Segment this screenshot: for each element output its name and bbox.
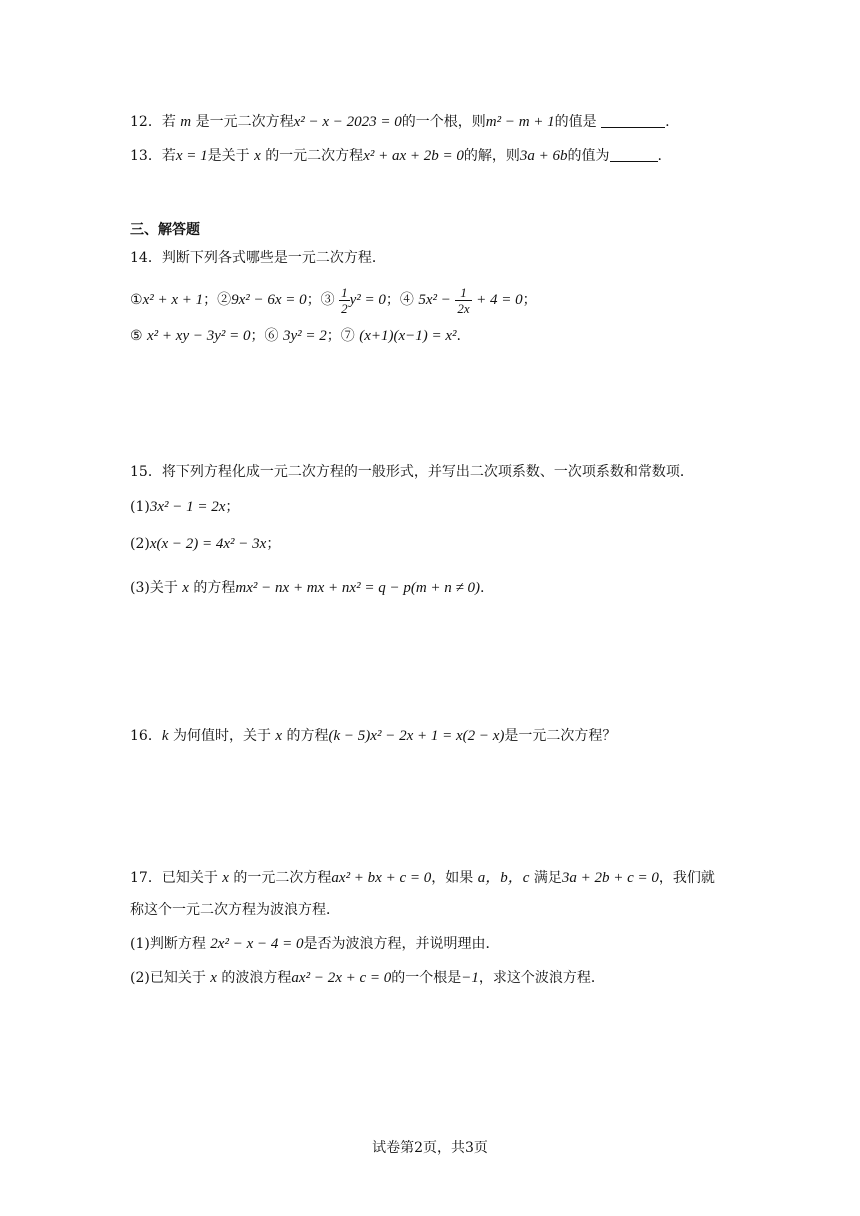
q14-sep-5: ；⑥ (250, 328, 279, 344)
q14-stem: 判断下列各式哪些是一元二次方程． (161, 250, 386, 266)
q14-item-4-denominator: 2x (457, 300, 470, 316)
q13-equation: x² + ax + 2b = 0 (363, 148, 464, 164)
q14-item-3-numerator: 1 (341, 284, 348, 300)
q17-text-5: ，我们就 (658, 870, 715, 886)
q14-item-6: 3y² = 2 (282, 328, 327, 344)
q14-item-1: x² + x + 1 (142, 292, 204, 308)
q17-part-1-text-1: 判断方程 (149, 936, 206, 952)
q17-part-1-label: (1) (130, 936, 150, 952)
question-16 (130, 726, 616, 746)
q12-end: . (665, 114, 670, 130)
q14-item-5: x² + xy − 3y² = 0 (147, 328, 251, 344)
q17-part-2-root: −1 (461, 970, 479, 986)
q17-text-2: 的一元二次方程 (233, 870, 332, 886)
q14-item-4-fraction (455, 285, 471, 316)
q17-text-4: 满足 (533, 870, 562, 886)
q16-text-3: 是一元二次方程？ (504, 728, 617, 744)
q17-condition: 3a + 2b + c = 0 (561, 870, 659, 886)
q15-part-1-label: (1) (130, 499, 150, 515)
question-17-part-2 (130, 968, 605, 988)
q12-equation: x² − x − 2023 = 0 (293, 114, 402, 130)
q13-text-2: 是关于 (207, 148, 250, 164)
q15-part-2-label: (2) (130, 536, 150, 552)
q17-part-2-label: (2) (130, 970, 150, 986)
q14-item-4-numerator: 1 (455, 285, 471, 301)
q13-text-1: 若 (161, 148, 176, 164)
q16-number: 16． (130, 728, 162, 744)
q14-end: . (456, 328, 461, 344)
q15-part-2-equation: x(x − 2) = 4x² − 3x (149, 536, 267, 552)
q14-item-4-part-2: + 4 = 0 (476, 292, 523, 308)
question-15-part-1 (130, 497, 239, 517)
q17-part-2-equation: ax² − 2x + c = 0 (291, 970, 392, 986)
q14-sep-4: ； (522, 292, 537, 308)
question-14-items-row-1 (130, 284, 537, 316)
q14-number: 14． (130, 250, 162, 266)
q16-text-1: 为何值时，关于 (172, 728, 271, 744)
q17-text-3: ，如果 (431, 870, 474, 886)
q15-part-1-end: ； (225, 499, 240, 515)
q17-vars: a，b，c (477, 870, 530, 886)
q17-var-x: x (222, 870, 229, 886)
question-15-part-3 (130, 578, 484, 598)
question-14-stem (130, 248, 386, 268)
q13-text-3: 的一元二次方程 (265, 148, 364, 164)
q14-item-3: y² = 0 (349, 292, 386, 308)
q12-var-m: m (180, 114, 192, 130)
q15-part-3-equation: mx² − nx + mx + nx² = q − p(m + n ≠ 0) (235, 580, 480, 596)
q14-item-1-mark: ① (130, 292, 143, 308)
q14-item-2: 9x² − 6x = 0 (231, 292, 307, 308)
question-15-part-2 (130, 534, 280, 554)
question-14-items-row-2 (130, 326, 461, 346)
q15-part-3-end: . (480, 580, 485, 596)
q15-part-1-equation: 3x² − 1 = 2x (149, 499, 226, 515)
q15-stem: 将下列方程化成一元二次方程的一般形式，并写出二次项系数、一次项系数和常数项． (161, 464, 694, 480)
question-15-stem (130, 462, 694, 482)
q13-condition: x = 1 (175, 148, 208, 164)
q15-number: 15． (130, 464, 162, 480)
q13-answer-blank[interactable] (610, 147, 658, 162)
question-17-stem-line-2: 称这个一元二次方程为波浪方程． (130, 902, 340, 918)
q15-part-2-end: ； (266, 536, 281, 552)
q16-var-k: k (161, 728, 169, 744)
q12-text-4: 的值是 (554, 114, 597, 130)
question-13 (130, 146, 662, 166)
q14-sep-6: ；⑦ (326, 328, 355, 344)
q14-item-7: (x+1)(x−1) = x² (359, 328, 457, 344)
q17-part-2-var-x: x (210, 970, 217, 986)
question-12 (130, 112, 670, 132)
q13-text-4: 的解，则 (463, 148, 520, 164)
question-17-part-1 (130, 934, 499, 954)
q13-number: 13． (130, 148, 162, 164)
q14-item-3-fraction (339, 285, 350, 316)
q17-number: 17． (130, 870, 162, 886)
q15-part-3-var-x: x (182, 580, 189, 596)
page-footer: 试卷第2页，共3页 (372, 1140, 488, 1156)
section-heading-answers: 三、解答题 (130, 222, 200, 238)
q12-text-1: 若 (161, 114, 176, 130)
q14-item-4-part-1: 5x² − (418, 292, 451, 308)
q17-part-1-equation: 2x² − x − 4 = 0 (210, 936, 304, 952)
q17-part-2-text-2: 的波浪方程 (221, 970, 292, 986)
question-17-stem (130, 868, 715, 888)
q12-answer-blank[interactable] (601, 113, 665, 128)
q12-text-3: 的一个根，则 (401, 114, 486, 130)
q13-expression: 3a + 6b (519, 148, 568, 164)
q15-part-3-label: (3) (130, 580, 150, 596)
q14-sep-1: ；② (203, 292, 232, 308)
q17-equation: ax² + bx + c = 0 (331, 870, 432, 886)
q14-sep-2: ；③ (306, 292, 335, 308)
q12-expression: m² − m + 1 (485, 114, 555, 130)
q12-text-2: 是一元二次方程 (195, 114, 294, 130)
q17-text-1: 已知关于 (161, 870, 218, 886)
q12-number: 12． (130, 114, 162, 130)
q17-part-2-text-1: 已知关于 (149, 970, 206, 986)
q13-end: . (657, 148, 662, 164)
q13-var-x: x (254, 148, 261, 164)
q17-part-1-text-2: 是否为波浪方程，并说明理由． (303, 936, 500, 952)
q15-part-3-text-1: 关于 (149, 580, 178, 596)
q16-text-2: 的方程 (286, 728, 329, 744)
q17-part-2-text-4: ，求这个波浪方程． (478, 970, 605, 986)
q15-part-3-text-2: 的方程 (193, 580, 236, 596)
q16-equation: (k − 5)x² − 2x + 1 = x(2 − x) (328, 728, 505, 744)
q14-sep-3: ；④ (385, 292, 414, 308)
q14-item-5-mark: ⑤ (130, 328, 143, 344)
q17-part-2-text-3: 的一个根是 (391, 970, 462, 986)
q16-var-x: x (275, 728, 283, 744)
q13-text-5: 的值为 (567, 148, 610, 164)
q14-item-3-denominator: 2 (341, 300, 348, 316)
